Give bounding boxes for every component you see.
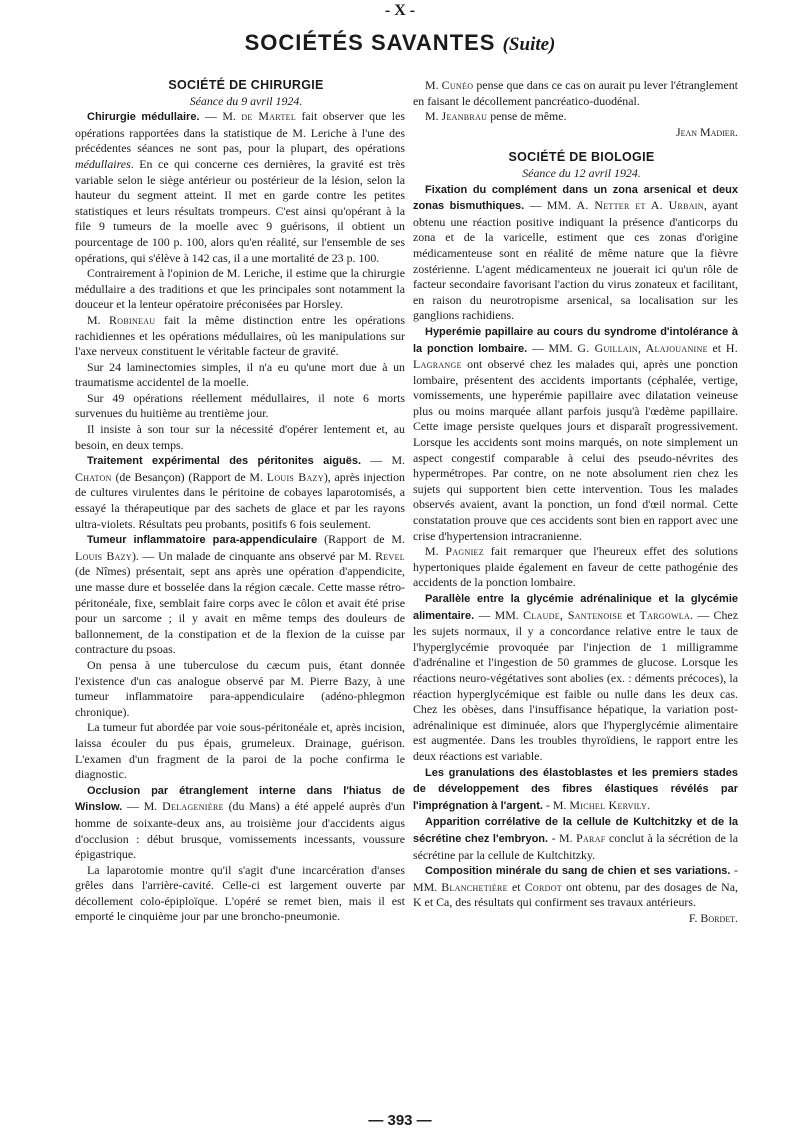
paragraph-peritonites	[75, 453, 405, 532]
author-name: Delagenière	[162, 799, 224, 814]
dash: — MM.	[474, 607, 524, 622]
paragraph-text: pense de même.	[487, 109, 567, 124]
page-roman-numeral: - X -	[384, 2, 416, 19]
author-name: Cordot	[524, 879, 562, 894]
author-name: de Martel	[241, 109, 297, 124]
paragraph-elastoblastes	[413, 765, 738, 815]
prefix: M.	[425, 78, 442, 92]
page-title-suite: (Suite)	[502, 34, 556, 55]
dash: — M.	[122, 799, 163, 814]
paragraph-heading: Parallèle entre la glycémie adrénalinique et la glycémie alimentaire.	[413, 593, 738, 622]
paragraph-text: Sur 49 opérations réellement médullaires, il note 6 morts survenues du huitième au trentième jour.	[75, 390, 405, 421]
section-title-biologie: SOCIÉTÉ DE BIOLOGIE	[508, 150, 655, 165]
paragraph-text: On pensa à une tuberculose du cæcum puis, étant donnée l'existence d'un cas analogue observé par M. Pierre Bazy, à une tumeur inflammatoire para-appendiculaire (adéno-phlegmon chronique).	[75, 657, 405, 719]
prefix: M.	[425, 109, 442, 124]
dash: — M.	[361, 453, 405, 468]
paragraph-text: Sur 24 laminectomies simples, il n'a eu qu'une mort due à un traumatisme accidentel de la moelle.	[75, 359, 405, 390]
author-name: Revel	[375, 548, 405, 563]
author-name: G. Guillain, Alajouanine	[577, 340, 708, 355]
paragraph-text: fait observer que les opérations rapportées dans la statistique de M. Leriche à l'une des précédentes séances ne sont pas, pour la plupart, des opérations	[75, 109, 405, 156]
dash: - M.	[542, 797, 570, 812]
paragraph-sang-chien	[413, 863, 738, 911]
signature-chirurgie: Jean Madier.	[675, 124, 738, 139]
paragraph-tumeur	[75, 532, 405, 658]
author-name: Robineau	[109, 312, 156, 327]
author-name: A. Netter et A. Urbain	[576, 198, 704, 213]
paragraph-pagniez	[413, 544, 738, 591]
paragraph-text: fait remarquer que l'heureux effet des solutions hypertoniques plaide également en faveur de cette pathogénie des accidents de la ponction lombaire.	[413, 544, 738, 590]
paragraph-occlusion	[75, 783, 405, 863]
author-name: Pagniez	[445, 544, 484, 559]
paragraph-text: ). — Un malade de cinquante ans observé par M.	[131, 548, 376, 563]
page-title	[0, 30, 800, 56]
paragraph-text: (de Besançon) (Rapport de M.	[111, 469, 267, 484]
emphasis-text: médullaires	[75, 156, 131, 171]
author-name: H. Lagrange	[413, 340, 738, 372]
seance-date-biologie: Séance du 12 avril 1924.	[522, 165, 641, 180]
page-title-text: SOCIÉTÉS SAVANTES	[244, 30, 496, 55]
paragraph-text: fait la même distinction entre les opérations rachidiennes et les opérations médullaires, où les manipulations sur l'axe nerveux constituent le véritable facteur de gravité.	[75, 312, 405, 359]
author-name: Blanchetière	[441, 879, 508, 894]
paragraph-text: (de Nîmes) présentait, sept ans après une opération d'appendicite, une masse dure et bosselée dans la région cæcale. Cette masse rétro-péritonéale, fixe, semblait faire corps avec le côlon et avait été prise pour un sarcome ; il y avait en même temps des douleurs de ballonnement, de la constipation et de la flexion de la cuisse par contracture du psoas.	[75, 564, 405, 657]
author-name: Targowla	[639, 607, 691, 622]
paragraph-text: ont observé chez les malades qui, après une ponction lombaire, présentent des accidents importants (céphalée, vertige, vomissements, une hyperémie papillaire avec dilatation veineuse plus ou moins marquée allant parfois jusqu'à l'œdème papillaire. Cette image persiste quelques jours et disparaît progressivement. Lorsque les accidents sont moins marqués, on note simplement un aspect congestif comparable à celui des pseudo-névrites des hypermétropes. Par contre, on ne note absolument rien chez les sujets qui supportent bien cette intervention. Tous les malades observés avaient, avant la ponction, un fond d'œil normal. Cette constatation prouve que ces accidents sont bien en rapport avec une crise d'hypertension intracranienne.	[413, 357, 738, 543]
section-spacer	[413, 140, 738, 150]
left-column	[75, 78, 405, 925]
paragraph-text: , ayant obtenu une réaction positive indiquant la présence d'anticorps du zona et de la varicelle, estiment que ces zonas d'origine médicamenteuse sont en réalité de même nature que la fièvre zostérienne. L'agent médicamenteux ne jouerait ici qu'un rôle de facteur secondaire favorisant l'action du virus zonateux et facilitant, en raison du neurotropisme arsenical, sa localisation sur les ganglions rachidiens.	[413, 198, 738, 323]
paragraph-text: La tumeur fut abordée par voie sous-péritonéale et, après incision, laissa écouler du pus épais, grumeleux. Drainage, guérison. L'examen d'un fragment de la paroi de la poche confirma le diagnostic.	[75, 720, 405, 782]
paragraph-zona	[413, 182, 738, 324]
paragraph-text: ), après injection de cultures virulentes dans le péritoine de cobayes laparotomisés, a essayé la thérapeutique par des sachets de glace et par les rayons ultra-violets. Résultats peu probants, positifs 6 fois seulement.	[75, 469, 405, 531]
paragraph-text: conclut à la sécrétion de la sécrétine par la cellule de Kultchitzky.	[413, 830, 738, 862]
author-name: Claude, Santenoise	[523, 607, 623, 622]
paragraph-text: ont obtenu, par des dosages de Na, K et Ca, des résultats qui confirment ses travaux antérieurs.	[413, 879, 739, 910]
page-number: — 393 —	[368, 1112, 432, 1129]
paragraph-kultchitzky	[413, 814, 738, 863]
paragraph-cuneo	[413, 78, 738, 109]
signature-biologie: F. Bordet.	[688, 910, 738, 925]
paragraph-jeanbrau	[413, 109, 738, 125]
paragraph-heading: Apparition corrélative de la cellule de Kultchitzky et de la sécrétine chez l'embryon.	[413, 816, 738, 845]
paragraph-chirurgie-medullaire	[75, 109, 405, 266]
paragraph-hyperemie	[413, 324, 738, 544]
seance-date-chirurgie: Séance du 9 avril 1924.	[189, 93, 303, 108]
paragraph-heading: Occlusion par étranglement interne dans l'hiatus de Winslow.	[75, 784, 405, 814]
paragraph-text: Il insiste à son tour sur la nécessité d'opérer lentement et, au besoin, en deux temps.	[75, 422, 405, 452]
dash: - MM.	[413, 863, 738, 894]
paragraph-text: et	[707, 340, 726, 355]
paragraph-robineau	[75, 313, 405, 360]
paragraph-text: (du Mans) a été appelé auprès d'un homme de soixante-deux ans, au troisième jour d'accidents aigus d'occlusion : début brusque, vomissements incessants, voussure épigastrique.	[75, 799, 405, 862]
paragraph-text: pense que dans ce cas on aurait pu lever l'étranglement en faisant le décollement pancréatico-duodénal.	[413, 78, 738, 108]
author-name: Cunéo	[441, 78, 474, 92]
dash: — MM.	[527, 340, 578, 355]
paragraph-glycemie	[413, 591, 738, 765]
prefix: M.	[425, 544, 446, 559]
paragraph-text: . En ce qui concerne ces dernières, la gravité est très variable selon le siège antérieur ou postérieur de la lésion, selon la hauteur du segment atteint. Il met en garde contre les petites statistiques et leurs résultats trompeurs. C'est ainsi qu'opérant à la file 9 tumeurs de la moelle avec 9 guérisons, il obtient un pourcentage de 100 p. 100, alors qu'en réalité, sur l'ensemble de ses opérations, qui s'élève à 142 cas, il a une mortalité de 23 p. 100.	[75, 156, 405, 265]
author-name: Michel Kervily	[569, 797, 648, 812]
prefix: M.	[87, 312, 110, 327]
paragraph-heading: Les granulations des élastoblastes et les premiers stades de développement des fibres élastiques révélés par l'imprégnation à l'argent.	[413, 766, 738, 812]
punctuation: .	[647, 797, 651, 812]
dash: - M.	[548, 830, 577, 845]
paragraph-text: . — Chez les sujets normaux, il y a concordance relative entre le taux de l'hyperglycémie provoquée par l'injection de 1 milligramme d'adrénaline et l'ingestion de 50 grammes de glucose. Lorsque les réactions neuro-végétatives sont abolies (ex. : déments précoces), la réaction hyperglycémique est faible ou nulle dans les deux cas. Chez les obèses, dans l'insuffisance hépatique, la variation post-adrénalinique est diminuée, alors que l'hyperglycémie alimentaire est augmentée. Dans les troubles thyroïdiens, le rapport entre les deux réactions est variable.	[413, 607, 738, 763]
author-name: Chaton	[75, 469, 112, 484]
paragraph-text: et	[507, 879, 525, 894]
paragraph-heading: Fixation du complément dans un zona arsenical et deux zonas bismuthiques.	[413, 183, 738, 213]
paragraph-text: (Rapport de M.	[317, 532, 405, 547]
paragraph-text: Contrairement à l'opinion de M. Leriche, il estime que la chirurgie médullaire a des traditions et que les principales sont notamment la douceur et la lenteur opératoire préconisées par Horsley.	[75, 266, 405, 312]
paragraph-heading: Tumeur inflammatoire para-appendiculaire	[87, 534, 318, 547]
dash: — MM.	[524, 198, 577, 213]
dash: — M.	[199, 109, 242, 124]
author-name: Paraf	[576, 830, 606, 845]
right-column	[413, 78, 738, 926]
paragraph-text: La laparotomie montre qu'il s'agit d'une incarcération d'anses grêles dans l'arrière-cavité. Celle-ci est largement ouverte par décollement colo-épiploïque. L'opéré se remet bien, mais il est emporté le cinquième jour par une broncho-pneumonie.	[75, 862, 405, 924]
paragraph-heading: Composition minérale du sang de chien et ses variations.	[425, 865, 731, 878]
paragraph-text: et	[622, 607, 640, 622]
section-title-chirurgie: SOCIÉTÉ DE CHIRURGIE	[168, 78, 324, 92]
author-name: Louis Bazy	[75, 548, 132, 563]
paragraph-heading: Traitement expérimental des péritonites aiguës.	[87, 455, 362, 468]
author-name: Jeanbrau	[441, 109, 488, 124]
paragraph-heading: Chirurgie médullaire.	[87, 111, 200, 124]
author-name: Louis Bazy	[266, 469, 324, 484]
paragraph-heading: Hyperémie papillaire au cours du syndrome d'intolérance à la ponction lombaire.	[413, 325, 738, 355]
